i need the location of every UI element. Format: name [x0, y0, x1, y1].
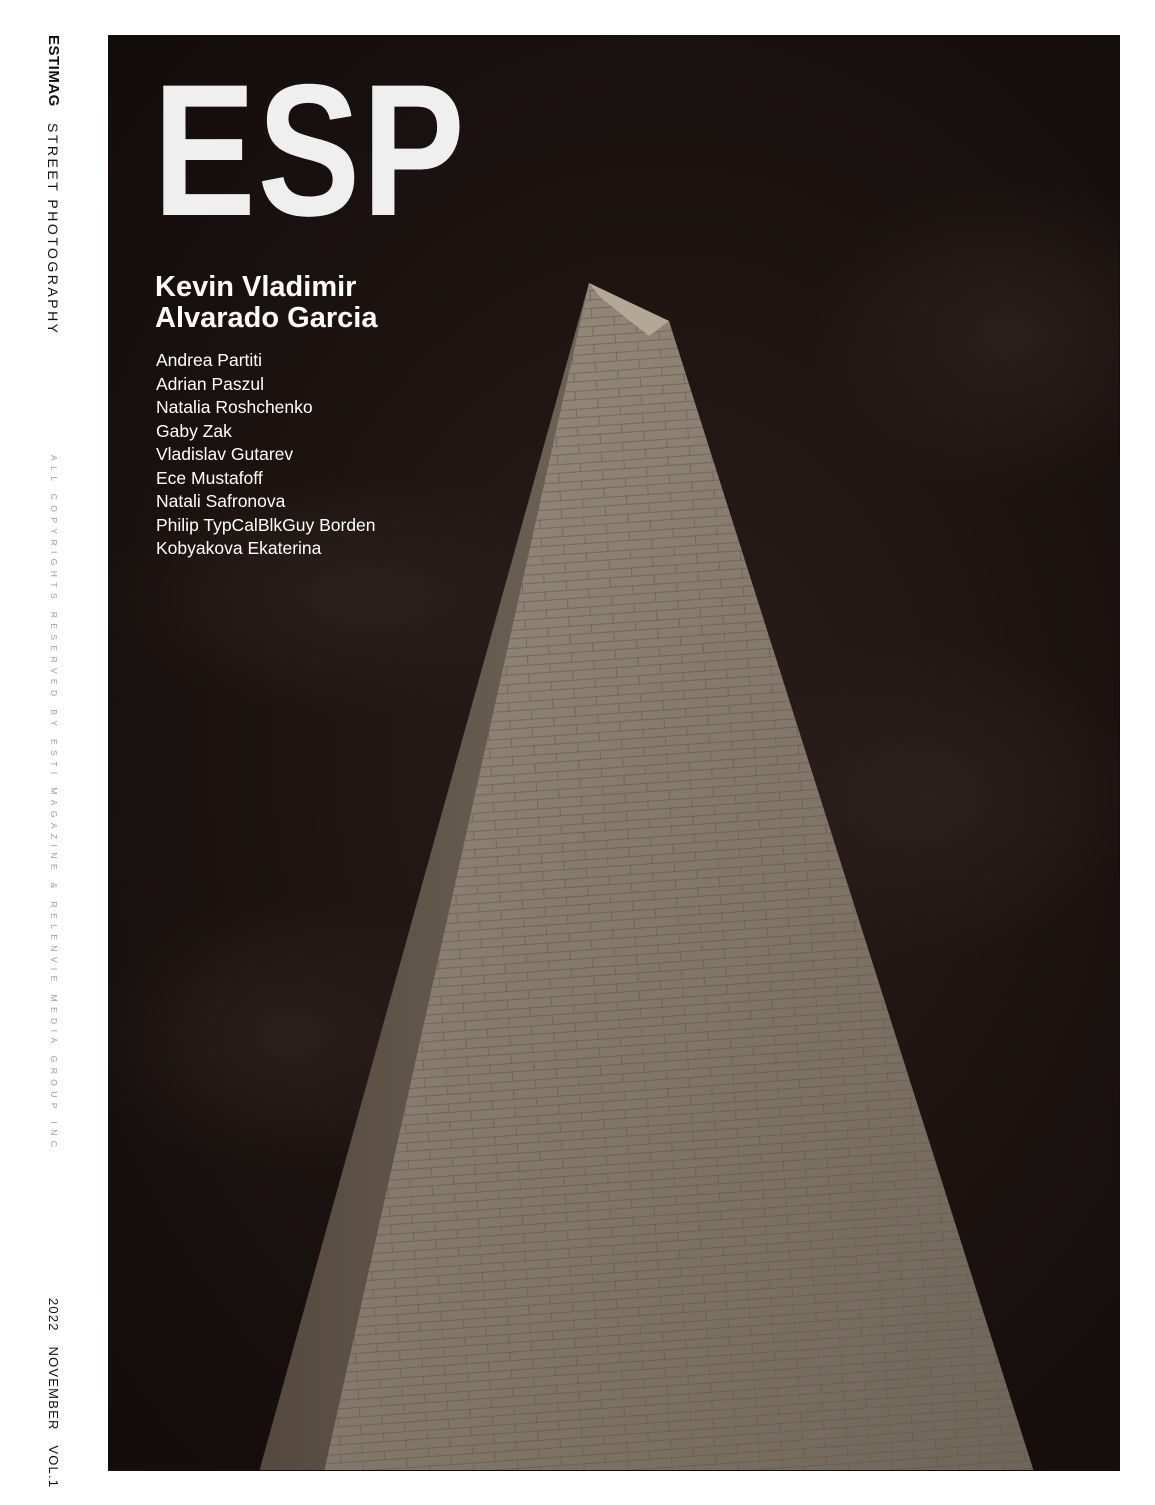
contributor-name: Gaby Zak: [156, 420, 232, 441]
spine-text: [32, 35, 62, 1489]
headline-line-2: Alvarado Garcia: [155, 302, 378, 334]
spine-brand: ESTIMAG: [45, 35, 62, 107]
headline-line-1: Kevin Vladimir: [155, 271, 357, 303]
spine-subtitle: STREET PHOTOGRAPHY: [45, 123, 61, 336]
contributor-list: [156, 349, 376, 561]
contributor-name: Natalia Roshchenko: [156, 397, 313, 417]
masthead-logo: ESP: [153, 45, 467, 255]
contributor-name: Natali Safronova: [156, 491, 286, 511]
contributor-name: Philip TypCalBlkGuy Borden: [156, 514, 376, 535]
spine-copyright: ALL COPYRIGHTS RESERVED BY ESTI MAGAZINE & RELENVIE MEDIA GROUP INC: [49, 455, 59, 1153]
spine-issue-date: 2022 NOVEMBER VOL.1: [46, 1298, 61, 1489]
contributor-name: Ece Mustafoff: [156, 467, 263, 488]
cover-headline: [155, 272, 555, 334]
cover-photo: [108, 35, 1120, 1471]
contributor-name: Kobyakova Ekaterina: [156, 538, 322, 558]
contributor-name: Adrian Paszul: [156, 373, 264, 394]
contributor-name: Andrea Partiti: [156, 350, 263, 370]
contributor-name: Vladislav Gutarev: [156, 444, 294, 464]
